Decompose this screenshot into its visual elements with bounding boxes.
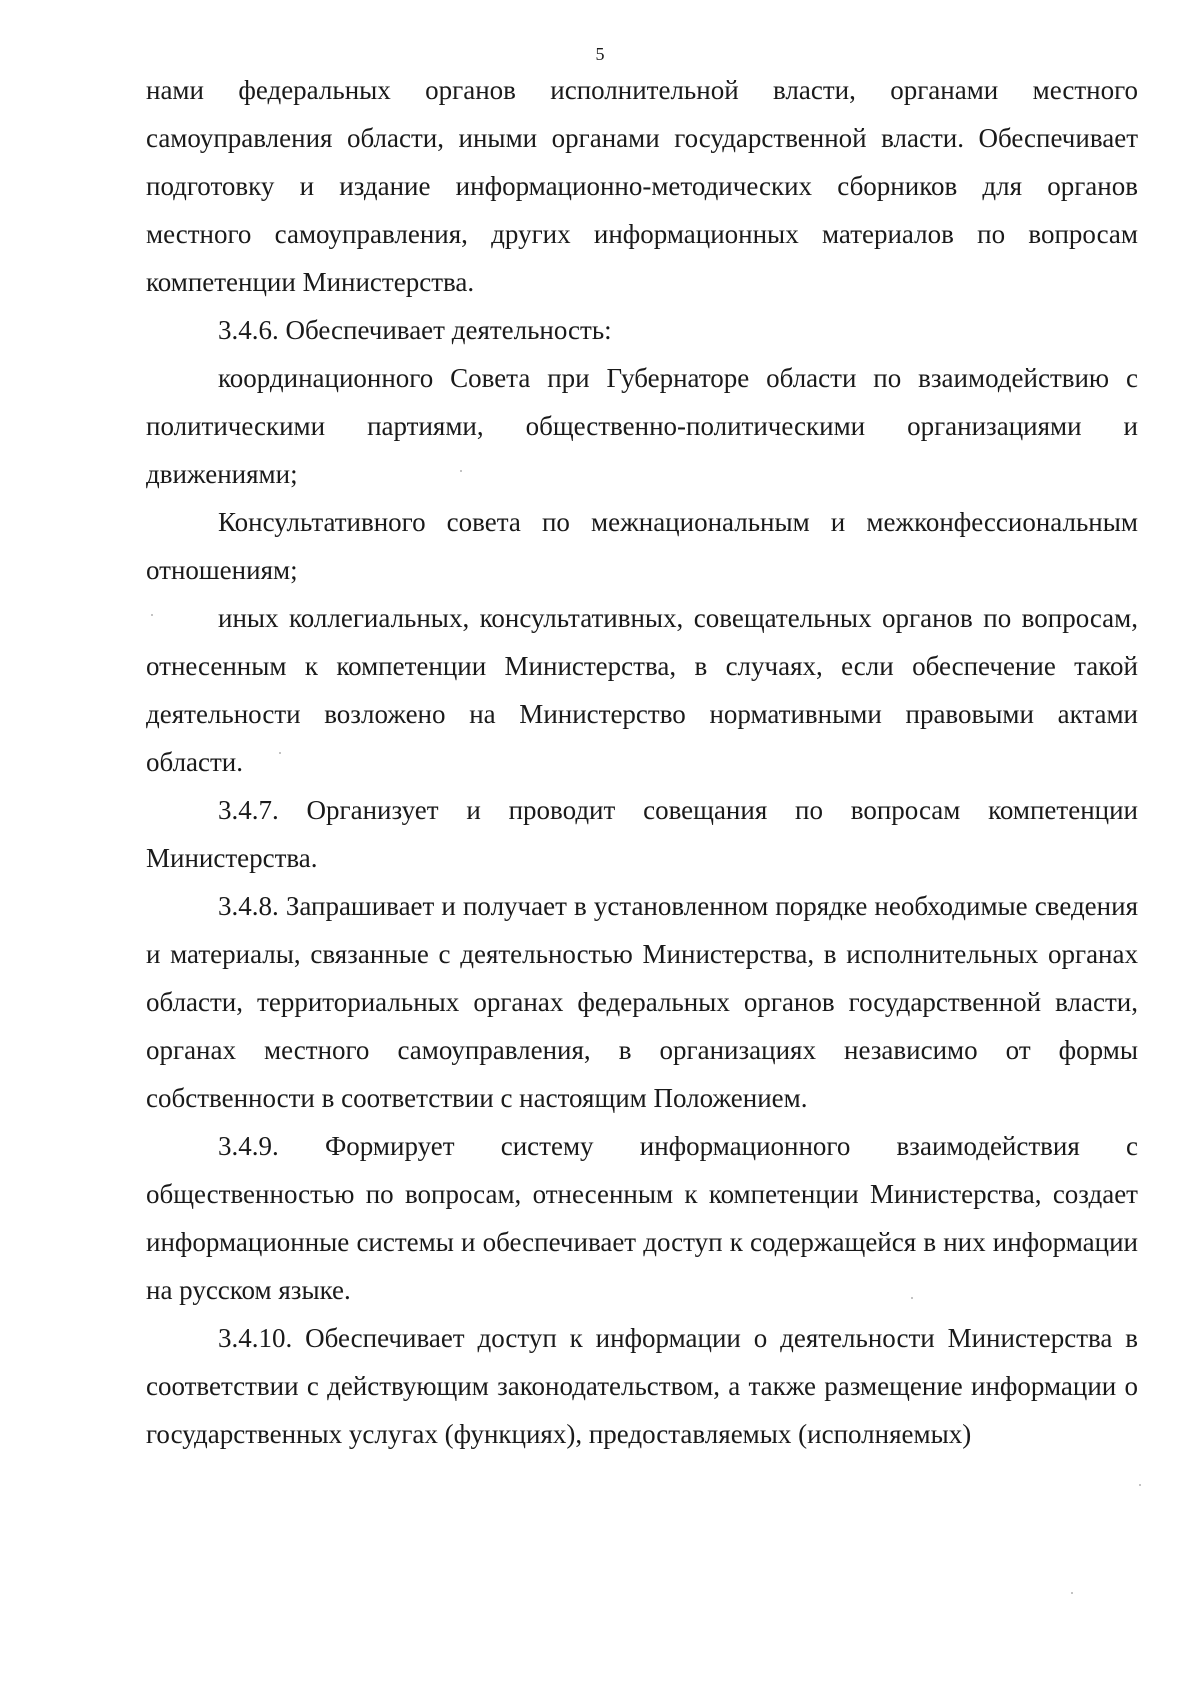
page-number: 5 [595,44,605,64]
paragraph-3-4-7: 3.4.7. Организует и проводит совещания по вопросам компетенции Министерства. [146,795,1138,873]
paragraph-continuation: нами федеральных органов исполнительной власти, органами местного самоуправления области, иными органами государственной власти. Обеспечивает подготовку и издание информационно-методических сборников для органов местного самоуправления, других информационных материалов по вопросам компетенции Министерства. [146,75,1138,297]
scan-speck [151,614,153,616]
paragraph-other-bodies: иных коллегиальных, консультативных, совещательных органов по вопросам, отнесенным к компетенции Министерства, в случаях, если обеспечение такой деятельности возложено на Министерство нормативными правовыми актами области. [146,603,1138,777]
scan-speck [460,470,462,472]
paragraph-3-4-10: 3.4.10. Обеспечивает доступ к информации о деятельности Министерства в соответствии с действующим законодательством, а также размещение информации о государственных услугах (функциях), предоставляемых (исполняемых) [146,1323,1138,1449]
document-body [146,66,1138,1458]
scan-speck [911,1297,913,1299]
scan-speck [1071,1592,1073,1594]
paragraph-coordination-council: координационного Совета при Губернаторе области по взаимодействию с политическими партиями, общественно-политическими организациями и движениями; [146,363,1138,489]
scan-speck [279,752,281,754]
scan-speck [1139,1484,1141,1486]
paragraph-3-4-8: 3.4.8. Запрашивает и получает в установленном порядке необходимые сведения и материалы, связанные с деятельностью Министерства, в исполнительных органах области, территориальных органах федеральных органов государственной власти, органах местного самоуправления, в организациях независимо от формы собственности в соответствии с настоящим Положением. [146,891,1138,1113]
paragraph-3-4-9: 3.4.9. Формирует систему информационного взаимодействия с общественностью по вопросам, отнесенным к компетенции Министерства, создает информационные системы и обеспечивает доступ к содержащейся в них информации на русском языке. [146,1131,1138,1305]
paragraph-consultative-council: Консультативного совета по межнациональным и межконфессиональным отношениям; [146,507,1138,585]
paragraph-3-4-6: 3.4.6. Обеспечивает деятельность: [218,315,612,345]
